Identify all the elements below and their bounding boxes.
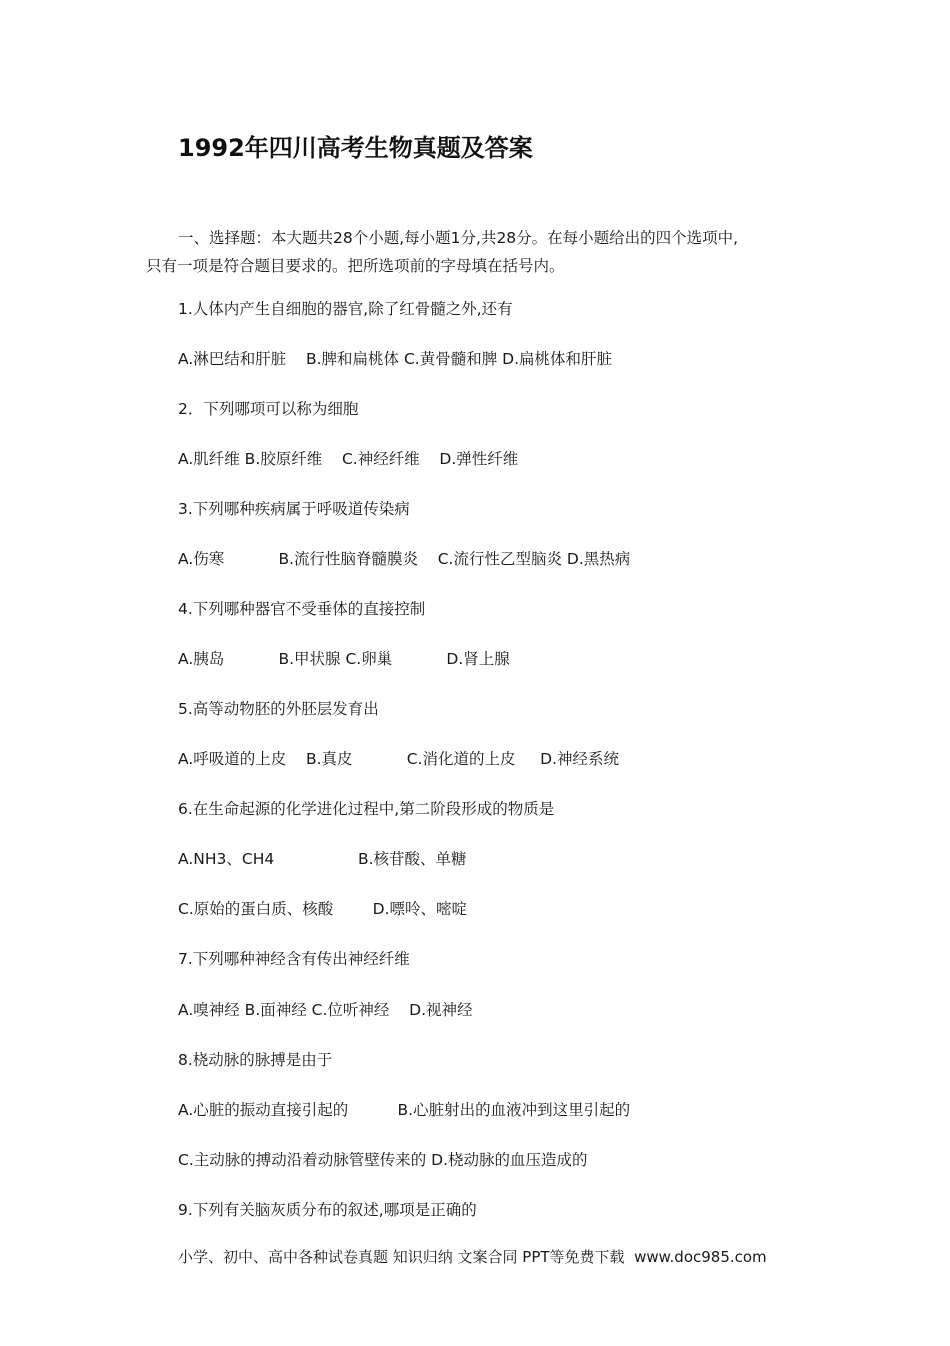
question-2: 2．下列哪项可以称为细胞 xyxy=(178,400,359,418)
question-4: 4.下列哪种器官不受垂体的直接控制 xyxy=(178,600,426,618)
question-8-options-ab: A.心脏的振动直接引起的 B.心脏射出的血液冲到这里引起的 xyxy=(178,1101,631,1119)
question-3: 3.下列哪种疾病属于呼吸道传染病 xyxy=(178,500,410,518)
question-1-options: A.淋巴结和肝脏 B.脾和扁桃体 C.黄骨髓和脾 D.扁桃体和肝脏 xyxy=(178,350,612,368)
page-footer: 小学、初中、高中各种试卷真题 知识归纳 文案合同 PPT等免费下载 www.doc985.com xyxy=(178,1248,767,1266)
question-3-options: A.伤寒 B.流行性脑脊髓膜炎 C.流行性乙型脑炎 D.黑热病 xyxy=(178,550,631,568)
document-title: 1992年四川高考生物真题及答案 xyxy=(178,134,533,162)
question-5: 5.高等动物胚的外胚层发育出 xyxy=(178,700,379,718)
intro-line-2: 只有一项是符合题目要求的。把所选项前的字母填在括号内。 xyxy=(146,257,565,275)
question-1: 1.人体内产生自细胞的器官,除了红骨髓之外,还有 xyxy=(178,300,513,318)
question-5-options: A.呼吸道的上皮 B.真皮 C.消化道的上皮 D.神经系统 xyxy=(178,750,619,768)
question-6-options-cd: C.原始的蛋白质、核酸 D.嘌呤、嘧啶 xyxy=(178,900,468,918)
question-7: 7.下列哪种神经含有传出神经纤维 xyxy=(178,950,410,968)
question-4-options: A.胰岛 B.甲状腺 C.卵巢 D.肾上腺 xyxy=(178,650,510,668)
question-2-options: A.肌纤维 B.胶原纤维 C.神经纤维 D.弹性纤维 xyxy=(178,450,519,468)
intro-line-1: 一、选择题：本大题共28个小题,每小题1分,共28分。在每小题给出的四个选项中, xyxy=(178,229,739,247)
question-8-options-cd: C.主动脉的搏动沿着动脉管壁传来的 D.桡动脉的血压造成的 xyxy=(178,1151,588,1169)
question-9: 9.下列有关脑灰质分布的叙述,哪项是正确的 xyxy=(178,1201,477,1219)
question-7-options: A.嗅神经 B.面神经 C.位听神经 D.视神经 xyxy=(178,1001,473,1019)
question-8: 8.桡动脉的脉搏是由于 xyxy=(178,1051,333,1069)
question-6: 6.在生命起源的化学进化过程中,第二阶段形成的物质是 xyxy=(178,800,555,818)
section-intro xyxy=(146,224,814,280)
question-6-options-ab: A.NH3、CH4 B.核苷酸、单糖 xyxy=(178,850,467,868)
